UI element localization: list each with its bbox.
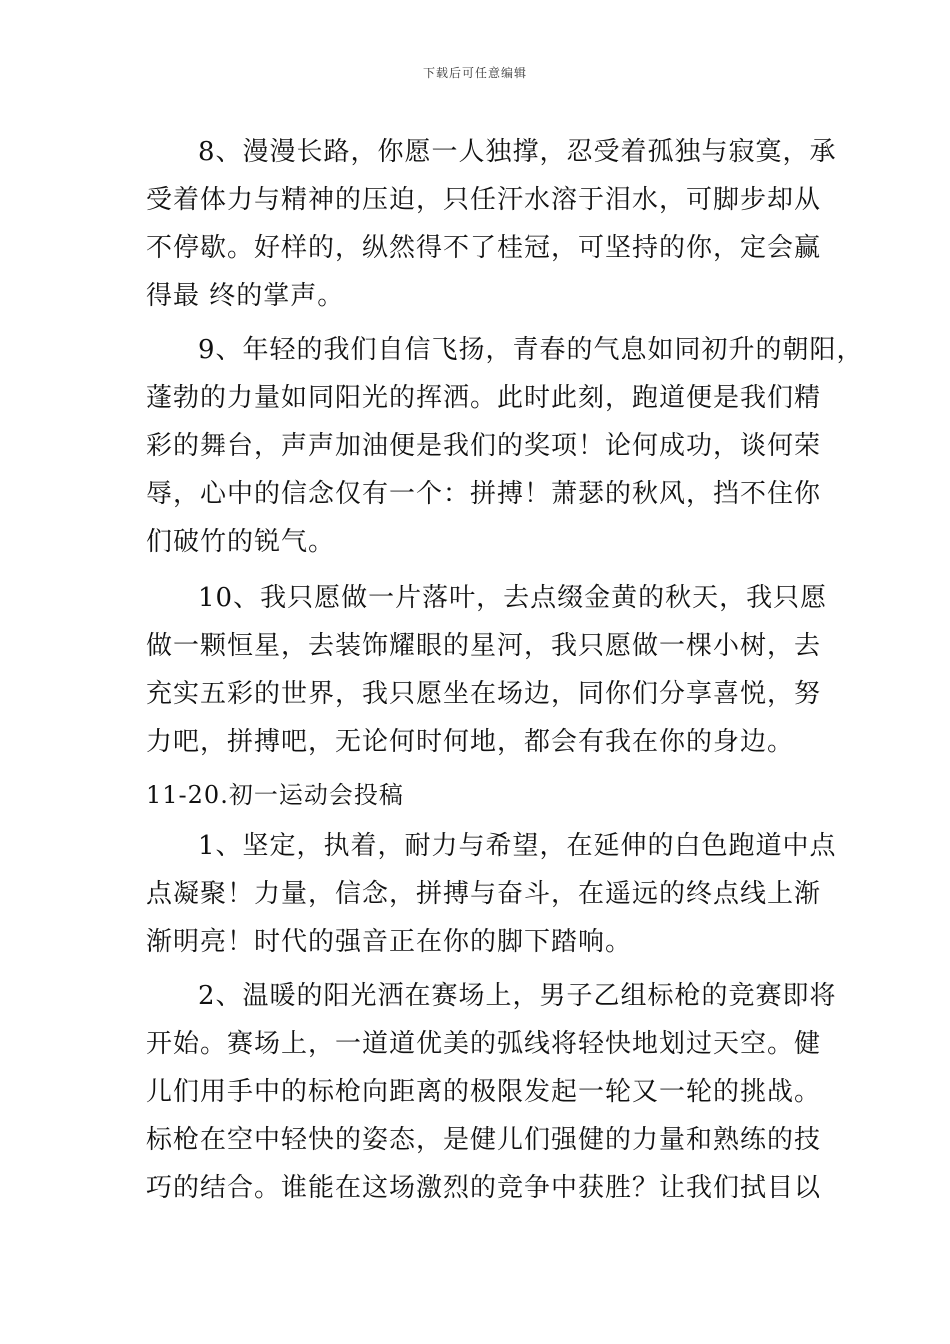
text-line: 蓬勃的力量如同阳光的挥洒。此时此刻，跑道便是我们精 (146, 383, 822, 413)
text-line: 辱，心中的信念仅有一个：拼搏！萧瑟的秋风，挡不住你 (146, 479, 822, 509)
text-line: 力吧，拼搏吧，无论何时何地，都会有我在你的身边。 (146, 727, 795, 757)
text-line: 充实五彩的世界，我只愿坐在场边，同你们分享喜悦，努 (146, 679, 822, 709)
text-line: 1、坚定，执着，耐力与希望，在延伸的白色跑道中点 (198, 831, 837, 861)
text-line: 们破竹的锐气。 (146, 527, 336, 557)
text-line: 受着体力与精神的压迫，只任汗水溶于泪水，可脚步却从 (146, 185, 822, 215)
text-line: 开始。赛场上，一道道优美的弧线将轻快地划过天空。健 (146, 1029, 822, 1059)
text-line: 8、漫漫长路，你愿一人独撑，忍受着孤独与寂寞，承 (198, 137, 837, 167)
text-line: 彩的舞台，声声加油便是我们的奖项！论何成功，谈何荣 (146, 431, 822, 461)
text-line: 巧的结合。谁能在这场激烈的竞争中获胜？让我们拭目以 (146, 1173, 822, 1203)
text-line: 儿们用手中的标枪向距离的极限发起一轮又一轮的挑战。 (146, 1077, 822, 1107)
section-heading: 11-20.初一运动会投稿 (146, 781, 404, 809)
text-line: 标枪在空中轻快的姿态，是健儿们强健的力量和熟练的技 (146, 1125, 822, 1155)
text-line: 2、温暖的阳光洒在赛场上，男子乙组标枪的竞赛即将 (198, 981, 837, 1011)
text-line: 10、我只愿做一片落叶，去点缀金黄的秋天，我只愿 (198, 583, 828, 613)
text-line: 渐明亮！时代的强音正在你的脚下踏响。 (146, 927, 633, 957)
text-line: 得最 终的掌声。 (146, 281, 345, 311)
text-line: 做一颗恒星，去装饰耀眼的星河，我只愿做一棵小树，去 (146, 631, 822, 661)
text-line: 9、年轻的我们自信飞扬，青春的气息如同初升的朝阳， (198, 335, 864, 365)
text-line: 点凝聚！力量，信念，拼搏与奋斗，在遥远的终点线上渐 (146, 879, 822, 909)
text-line: 不停歇。好样的，纵然得不了桂冠，可坚持的你，定会赢 (146, 233, 822, 263)
page-header: 下载后可任意编辑 (422, 66, 527, 80)
